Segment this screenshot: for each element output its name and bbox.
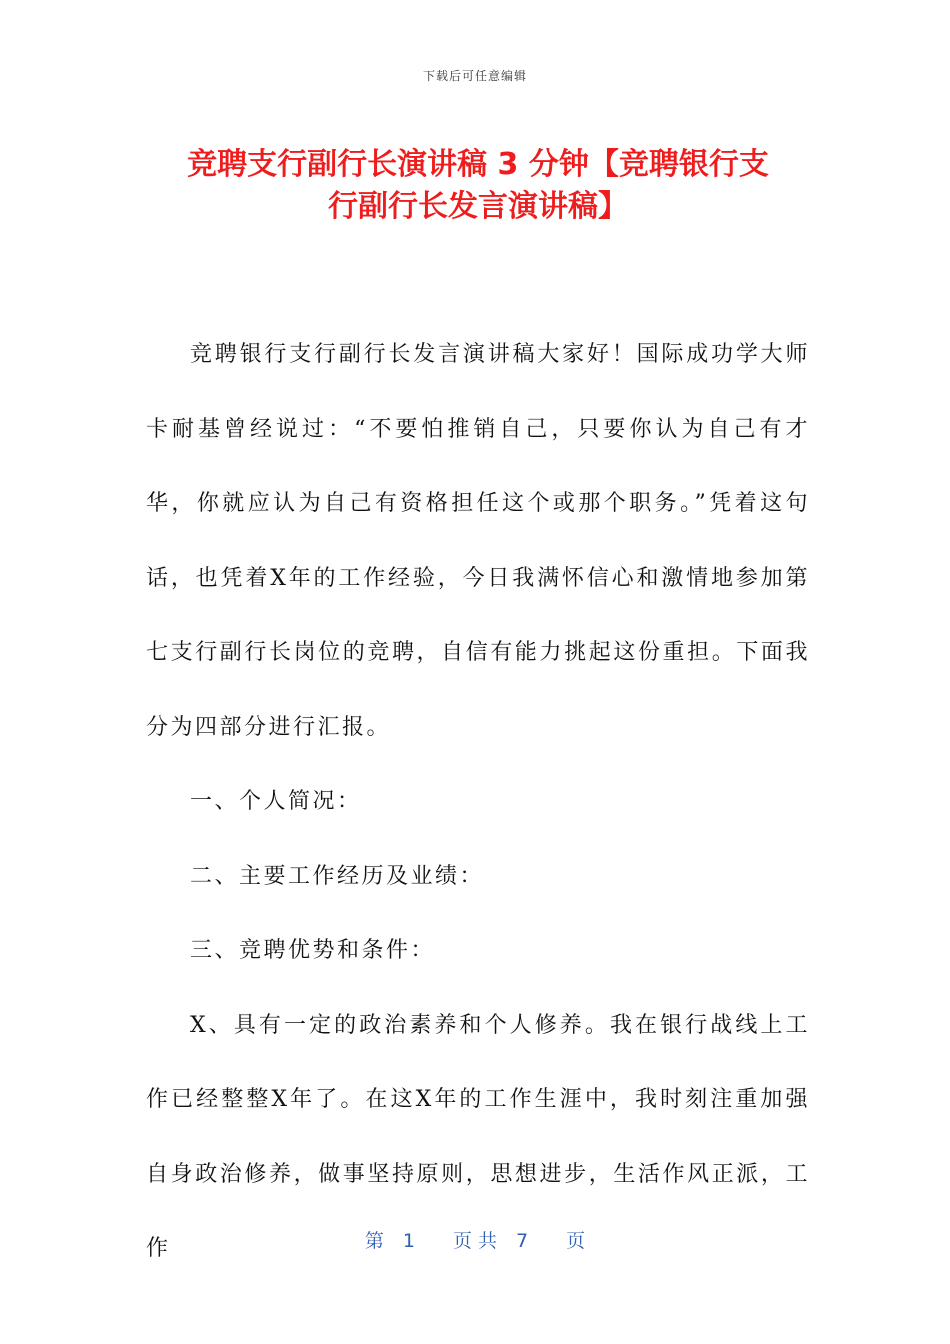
section-heading-personal-profile: 一、个人简况： <box>190 789 362 814</box>
header-note: 下载后可任意编辑 <box>422 69 527 83</box>
document-title-line-1: 竞聘支行副行长演讲稿 3 分钟【竞聘银行支 <box>187 147 769 182</box>
paragraph-intro: 竞聘银行支行副行长发言演讲稿大家好！国际成功学大师卡耐基曾经说过：“不要怕推销自己，只要你认为自己有才华，你就应认为自己有资格担任这个或那个职务。”凭着这句话，也凭着X年的工作经验，今日我满怀信心和激情地参加第七支行副行长岗位的竞聘，自信有能力挑起这份重担。下面我分为四部分进行汇报。 <box>146 342 810 740</box>
document-title <box>148 144 808 228</box>
document-title-line-2: 行副行长发言演讲稿】 <box>328 189 628 224</box>
paragraph-political-quality: X、具有一定的政治素养和个人修养。我在银行战线上工作已经整整X年了。在这X年的工作生涯中，我时刻注重加强自身政治修养，做事坚持原则，思想进步，生活作风正派，工作 <box>146 1012 810 1261</box>
section-heading-work-experience: 二、主要工作经历及业绩： <box>190 863 485 889</box>
document-body <box>146 318 810 1287</box>
section-heading-advantages: 三、竞聘优势和条件： <box>190 938 436 963</box>
page-number-footer: 第 1 页 共 7 页 <box>364 1230 586 1252</box>
